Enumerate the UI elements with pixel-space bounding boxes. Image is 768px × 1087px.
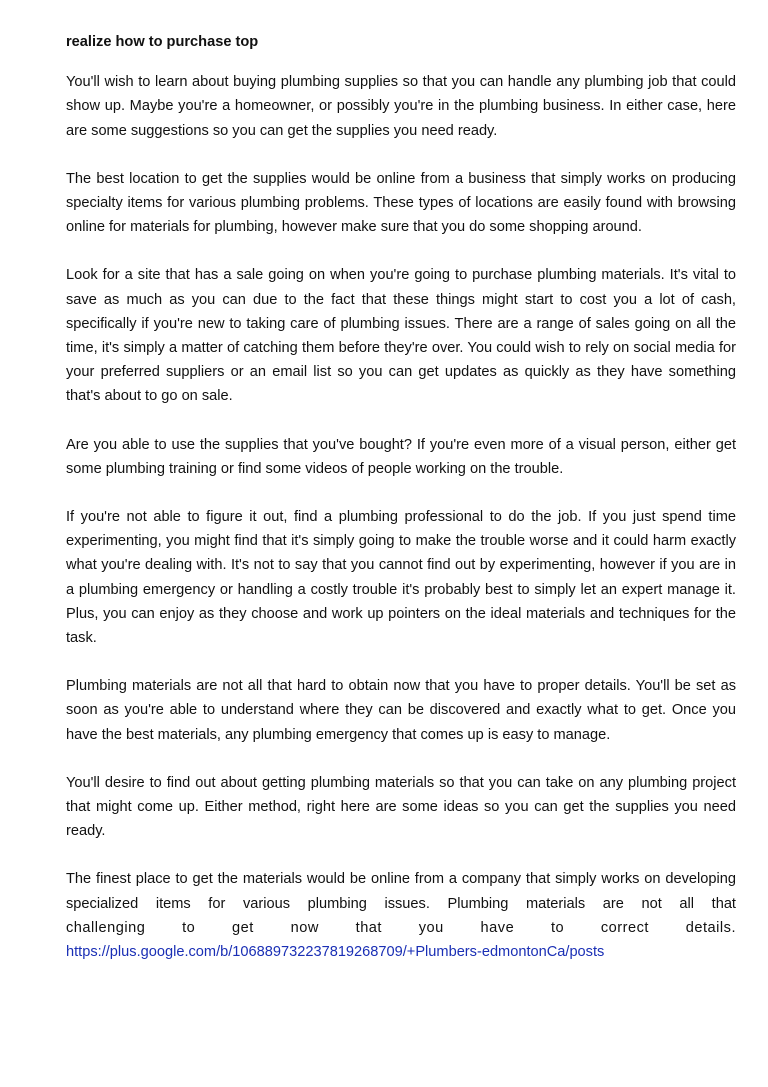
paragraph-2: The best location to get the supplies would be online from a business that simply works on producing specialty items for various plumbing problems. These types of locations are easily found with browsing online for materials for plumbing, however make sure that you do some shopping around. bbox=[66, 170, 736, 236]
paragraph-1: You'll wish to learn about buying plumbing supplies so that you can handle any plumbing job that could show up. Maybe you're a homeowner, or possibly you're in the plumbing business. In either case, here are some suggestions so you can get the supplies you need ready. bbox=[66, 74, 736, 139]
paragraph-5: If you're not able to figure it out, find a plumbing professional to do the job. If you just spend time experimenting, you might find that it's simply going to make the trouble worse and it could harm exactly what you're dealing with. It's not to say that you cannot find out by experimenting, however if you are in a plumbing emergency or handling a costly trouble it's probably best to simply let an expert manage it. Plus, you can enjoy as they choose and work up pointers on the ideal materials and techniques for the task. bbox=[66, 509, 736, 647]
source-link[interactable]: https://plus.google.com/b/106889732237819268709/+Plumbers-edmontonCa/posts bbox=[66, 944, 605, 961]
paragraph-8 bbox=[66, 867, 736, 964]
document-page bbox=[66, 30, 736, 964]
final-paragraph-stretched-line: challenging to get now that you have to correct details. bbox=[66, 919, 736, 936]
paragraph-6: Plumbing materials are not all that hard to obtain now that you have to proper details. You'll be set as soon as you're able to understand where they can be discovered and exactly what to get. Once you have the best materials, any plumbing emergency that comes up is easy to manage. bbox=[66, 678, 736, 743]
document-title: realize how to purchase top bbox=[66, 34, 259, 50]
final-paragraph-text: The finest place to get the materials would be online from a company that simply works on developing specialized items for various plumbing issues. Plumbing materials are not all that bbox=[66, 871, 736, 912]
paragraph-7: You'll desire to find out about getting plumbing materials so that you can take on any plumbing project that might come up. Either method, right here are some ideas so you can get the supplies you need ready. bbox=[66, 774, 736, 840]
paragraph-3: Look for a site that has a sale going on when you're going to purchase plumbing materials. It's vital to save as much as you can due to the fact that these things might start to cost you a lot of cash, specifically if you're new to taking care of plumbing issues. There are a range of sales going on all the time, it's simply a matter of catching them before they're over. You could wish to rely on social media for your preferred suppliers or an email list so you can get updates as quickly as they have something that's about to go on sale. bbox=[66, 267, 736, 405]
paragraph-4: Are you able to use the supplies that you've bought? If you're even more of a visual person, either get some plumbing training or find some videos of people working on the trouble. bbox=[66, 436, 736, 477]
source-link-line bbox=[66, 940, 736, 964]
